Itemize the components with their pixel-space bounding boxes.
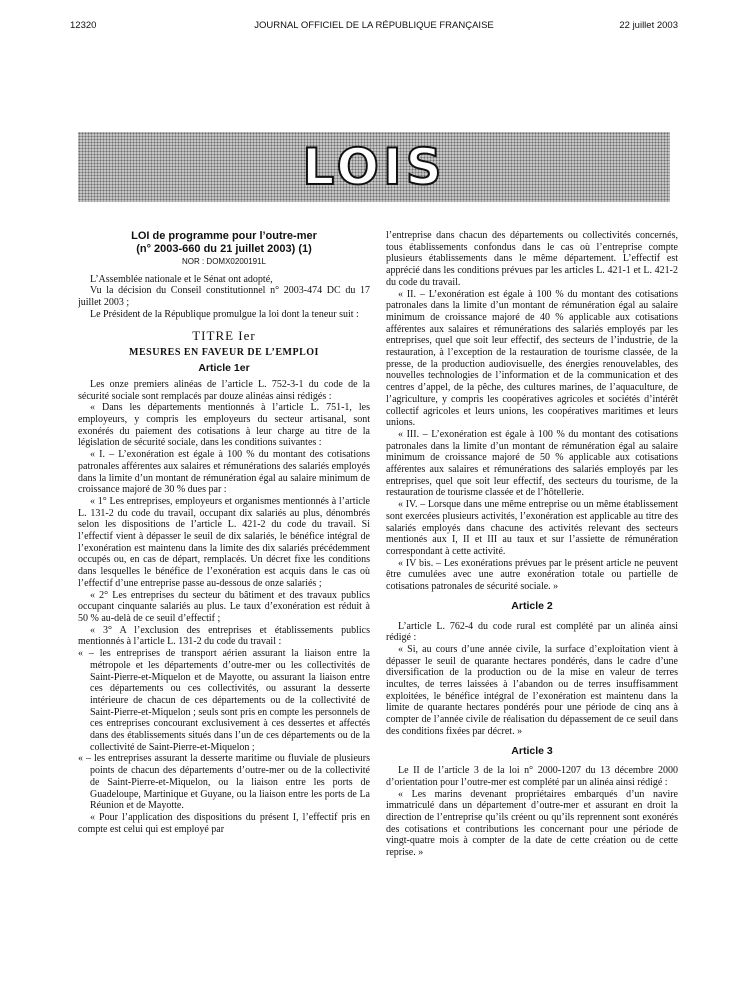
- article-3-heading: Article 3: [511, 744, 553, 757]
- article-paragraph: Les onze premiers alinéas de l’article L. 752-3-1 du code de la sécurité sociale sont remplacés par douze alinéas ainsi rédigés :: [78, 378, 370, 402]
- article-paragraph: « 1° Les entreprises, employeurs et organismes mentionnés à l’article L. 131-2 du code du travail, occupant dix salariés au plus, dénombrés selon les dispositions de l’article L. 421-2 du code du travail. Si l’effectif vient à dépasser le seuil de dix salariés, le bénéfice intégral de l’exonération est maintenu dans la limite des dix salariés précédemment occupés ou, en cas de départ, remplacés. Un décret fixe les conditions dans lesquelles le bénéfice de l’exonération est acquis dans le cas où l’effectif d’une entreprise passe au-dessous de onze salariés ;: [78, 495, 370, 589]
- article-paragraph: l’entreprise dans chacun des départements ou collectivités concernés, tous établissements confondus dans le cas où l’entreprise compte plusieurs établissements dans le même département. L’effectif est apprécié dans les conditions prévues par les articles L. 421-1 et L. 421-2 du code du travail.: [386, 230, 678, 288]
- page-number: 12320: [70, 20, 97, 31]
- article-paragraph: L’article L. 762-4 du code rural est complété par un alinéa ainsi rédigé :: [386, 620, 678, 644]
- article-dash-item: « – les entreprises de transport aérien assurant la liaison entre la métropole et les départements d’outre-mer ou les collectivités de Saint-Pierre-et-Miquelon et de Mayotte, ou assurant la liaison entre ces départements ou ces collectivités, ou assurant la desserte intérieure de chacun de ces départements ou de la collectivité de Saint-Pierre-et-Miquelon ; seuls sont pris en compte les personnels de ces entreprises concourant exclusivement à ces dessertes et affectés dans des établissements situés dans l’un de ces départements ou de la collectivité de Saint-Pierre-et-Miquelon ;: [78, 648, 370, 753]
- article-paragraph: « Pour l’application des dispositions du présent I, l’effectif pris en compte est celui qui est employé par: [78, 811, 370, 835]
- left-column: [78, 230, 370, 965]
- section-banner: [78, 132, 670, 202]
- article-paragraph: « I. – L’exonération est égale à 100 % du montant des cotisations patronales afférentes aux salaires et rémunérations des salariés employés dans la limite d’un montant de rémunération égal au salaire minimum de croissance majoré de 30 % dues par :: [78, 449, 370, 496]
- article-paragraph: « III. – L’exonération est égale à 100 % du montant des cotisations patronales dans la limite d’un montant de rémunération égal au salaire minimum de croissance majoré de 50 % applicable aux cotisations afférentes aux salaires et rémunérations des salariés employés par les entreprises, quel que soit leur effectif, des secteurs du tourisme, de la restauration de tourisme classée et de l’hôtellerie.: [386, 428, 678, 499]
- article-paragraph: « II. – L’exonération est égale à 100 % du montant des cotisations patronales dans la limite d’un montant de rémunération égal au salaire minimum de croissance majoré de 40 % applicable aux cotisations afférentes aux salaires et rémunérations des salariés employés par les entreprises, quel que soit leur effectif, des secteurs de l’industrie, de la restauration, à l’exception de la restauration de tourisme classée, de la presse, de la production audiovisuelle, des énergies renouvelables, des nouvelles technologies de l’information et de la communication et des centres d’appel, de la pêche, des cultures marines, de l’aquaculture, de l’agriculture, y compris les coopératives agricoles et sociétés d’intérêt collectif agricoles et leurs unions, les coopératives maritimes et leurs unions.: [386, 288, 678, 429]
- article-1-heading: Article 1er: [198, 362, 250, 375]
- intro-paragraph: Le Président de la République promulgue la loi dont la teneur suit :: [90, 308, 359, 320]
- article-2-heading: Article 2: [511, 599, 553, 612]
- titre-subtitle: MESURES EN FAVEUR DE L’EMPLOI: [129, 346, 319, 358]
- page-header: [70, 20, 678, 34]
- article-paragraph: « Si, au cours d’une année civile, la surface d’exploitation vient à dépasser le seuil de quarante hectares pondérés, dans le cadre d’une diversification de la production ou de la mise en valeur de terres incultes, de terres laissées à l’abandon ou de terres insuffisamment exploitées, le bénéfice intégral de l’exonération est maintenu dans la limite de quarante hectares pondérés pour une période de cinq ans à compter de l’année civile de réalisation du dépassement de ce seuil dans des conditions fixées par décret. »: [386, 643, 678, 737]
- right-column: [386, 230, 678, 965]
- article-paragraph: « 3° A l’exclusion des entreprises et établissements publics mentionnés à l’article L. 131-2 du code du travail :: [78, 624, 370, 648]
- article-paragraph: « Dans les départements mentionnés à l’article L. 751-1, les employeurs, y compris les employeurs du secteur artisanal, sont exonérés du paiement des cotisations à leur charge au titre de la législation de sécurité sociale, dans les conditions suivantes :: [78, 402, 370, 449]
- article-paragraph: « IV. – Lorsque dans une même entreprise ou un même établissement sont exercées plusieurs activités, l’exonération est applicable au titre des salariés employés dans chacune des activités relevant des secteurs mentionés aux I, II et III au taux et sur l’assiette de rémunération correspondant à cette activité.: [386, 499, 678, 557]
- intro-paragraph: Vu la décision du Conseil constitutionnel n° 2003-474 DC du 17 juillet 2003 ;: [78, 285, 370, 309]
- titre-heading: TITRE Ier: [192, 327, 256, 343]
- nor-reference: NOR : DOMX0200191L: [181, 257, 267, 266]
- intro-paragraph: L’Assemblée nationale et le Sénat ont adopté,: [90, 273, 273, 285]
- section-banner-text: LOIS: [302, 138, 446, 196]
- law-title-line1: LOI de programme pour l’outre-mer: [131, 230, 317, 242]
- article-paragraph: « 2° Les entreprises du secteur du bâtiment et des travaux publics occupant cinquante salariés au plus. Le taux d’exonération est réduit à 50 % au-delà de ce seuil d’effectif ;: [78, 589, 370, 624]
- article-paragraph: Le II de l’article 3 de la loi n° 2000-1207 du 13 décembre 2000 d’orientation pour l’outre-mer est complété par un alinéa ainsi rédigé :: [386, 765, 678, 788]
- article-dash-item: « – les entreprises assurant la desserte maritime ou fluviale de plusieurs points de chacun des départements d’outre-mer ou de la collectivité de Saint-Pierre-et-Miquelon, ou la liaison entre les ports de Guadeloupe, Martinique et Guyane, ou la liaison entre les ports de La Réunion et de Mayotte.: [78, 753, 370, 812]
- law-title-line2: (n° 2003-660 du 21 juillet 2003) (1): [136, 242, 312, 255]
- article-paragraph: « Les marins devenant propriétaires embarqués d’un navire immatriculé dans un département d’outre-mer et assurant en droit la direction de l’entreprise qu’ils créent ou qu’ils reprennent sont exonérés des cotisations et contributions les concernant pour une période de vingt-quatre mois à compter de la date de cette création ou de cette reprise. »: [386, 788, 678, 859]
- publication-date: 22 juillet 2003: [619, 20, 678, 31]
- article-paragraph: « IV bis. – Les exonérations prévues par le présent article ne peuvent être cumulées avec une autre exonération totale ou partielle de cotisations patronales de sécurité sociale. »: [386, 557, 678, 593]
- journal-title: JOURNAL OFFICIEL DE LA RÉPUBLIQUE FRANÇAISE: [254, 20, 494, 31]
